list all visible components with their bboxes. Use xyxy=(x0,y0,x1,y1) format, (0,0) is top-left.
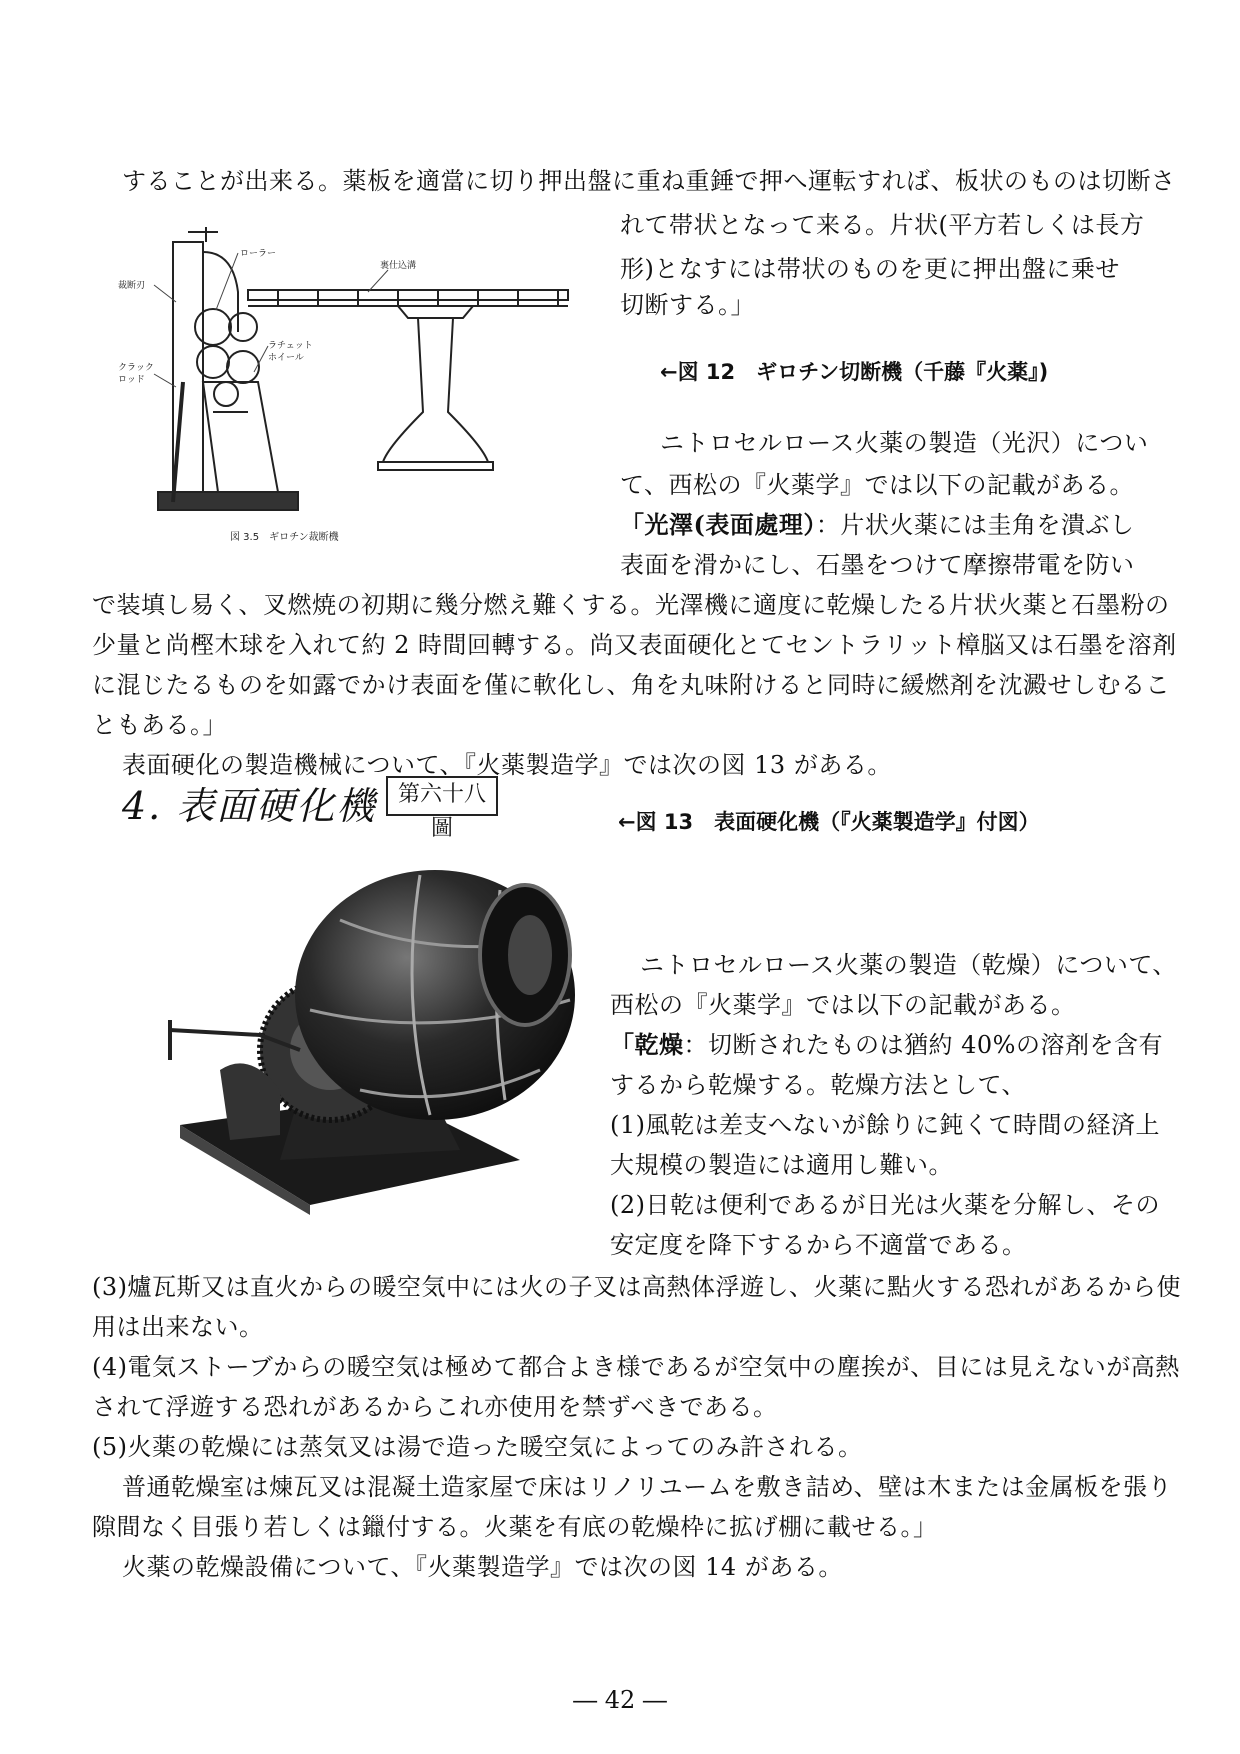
text-line: ニトロセルロース火薬の製造（光沢）につい xyxy=(660,429,1149,457)
figure-stamp: 第六十八圖 xyxy=(386,776,498,816)
text-line: で装填し易く、叉燃焼の初期に幾分燃え難くする。光澤機に適度に乾燥したる片状火薬と石墨粉の xyxy=(92,591,1170,619)
text-line xyxy=(610,1030,1163,1060)
text-line: て、西松の『火薬学』では以下の記載がある。 xyxy=(620,471,1135,499)
figure-image-caption: 図 3.5 ギロチン裁断機 xyxy=(230,532,339,543)
text-line: するから乾燥する。乾燥方法として、 xyxy=(610,1071,1027,1099)
text-line: 普通乾燥室は煉瓦叉は混凝土造家屋で床はリノリユームを敷き詰め、壁は木または金属板を張り xyxy=(122,1473,1173,1501)
text-line: ともある。」 xyxy=(92,711,227,739)
text-line: 少量と尚樫木球を入れて約 2 時間回轉する。尚又表面硬化とてセントラリット樟脳又は石墨を溶剤 xyxy=(92,631,1177,659)
bold-term: 「乾燥 xyxy=(610,1030,684,1059)
text-line: 西松の『火薬学』では以下の記載がある。 xyxy=(610,991,1076,1019)
text-line: 形)となすには帯状のものを更に押出盤に乗せ xyxy=(620,255,1120,283)
figure-12-caption: ←図 12 ギロチン切断機（千藤『火薬』) xyxy=(660,360,1049,384)
label-ratchet-1: ラチェット xyxy=(268,341,313,351)
label-crank-1: クラック xyxy=(118,363,154,373)
label-crank-2: ロッド xyxy=(118,375,145,385)
surface-hardening-machine-drawing xyxy=(160,860,590,1220)
text-span: ：片状火薬には圭角を潰ぶし xyxy=(815,511,1135,539)
text-line: に混じたるものを如露でかけ表面を僅に軟化し、角を丸味附けると同時に緩燃剤を沈澱せしむるこ xyxy=(92,671,1170,699)
guillotine-cutter-drawing xyxy=(118,222,578,552)
text-line: 火薬の乾燥設備について、『火薬製造学』では次の図 14 がある。 xyxy=(122,1553,843,1581)
section-title: 4. 表面硬化機 xyxy=(122,784,377,828)
figure-surface-hardening-machine xyxy=(160,860,590,1220)
text-line: 隙間なく目張り若しくは鑞付する。火薬を有底の乾燥枠に拡げ棚に載せる。」 xyxy=(92,1513,938,1541)
text-line: ニトロセルロース火薬の製造（乾燥）について、 xyxy=(640,951,1177,979)
label-roller: ローラー xyxy=(240,249,277,259)
text-line: (5)火薬の乾燥には蒸気叉は湯で造った暖空気によってのみ許される。 xyxy=(92,1433,863,1461)
label-blade: 裁断刃 xyxy=(118,281,146,291)
text-line: されて浮遊する恐れがあるからこれ亦使用を禁ずべきである。 xyxy=(92,1393,778,1421)
label-ratchet-2: ホイール xyxy=(268,353,304,363)
figure-guillotine-cutter xyxy=(118,222,578,552)
label-feed: 裏仕込溝 xyxy=(380,261,417,271)
text-line: (4)電気ストーブからの暖空気は極めて都合よき様であるが空気中の塵挨が、目には見えないが高熱 xyxy=(92,1353,1180,1381)
text-line: 切断する。」 xyxy=(620,291,755,319)
text-line: することが出来る。薬板を適當に切り押出盤に重ね重錘で押へ運転すれば、板状のものは切断さ xyxy=(122,167,1176,195)
text-line: (3)爐瓦斯又は直火からの暖空気中には火の子叉は高熱体浮遊し、火薬に點火する恐れがあるから使 xyxy=(92,1273,1181,1301)
text-line: 表面硬化の製造機械について、『火薬製造学』では次の図 13 がある。 xyxy=(122,751,892,779)
text-line: 大規模の製造には適用し難い。 xyxy=(610,1151,953,1179)
text-line xyxy=(620,510,1134,540)
bold-term: 「光澤(表面處理） xyxy=(620,510,816,539)
text-line: れて帯状となって来る。片状(平方若しくは長方 xyxy=(620,211,1145,239)
text-line: (1)風乾は差支へないが餘りに鈍くて時間の経済上 xyxy=(610,1111,1160,1139)
text-span: ：切断されたものは猶約 40%の溶剤を含有 xyxy=(683,1031,1163,1059)
figure-13-caption: ←図 13 表面硬化機（『火薬製造学』付図） xyxy=(618,810,1040,834)
text-line: 用は出来ない。 xyxy=(92,1313,264,1341)
text-line: 安定度を降下するから不適當である。 xyxy=(610,1231,1027,1259)
text-line: (2)日乾は便利であるが日光は火薬を分解し、その xyxy=(610,1191,1160,1219)
text-line: 表面を滑かにし、石墨をつけて摩擦帯電を防い xyxy=(620,551,1135,579)
page-number: ― 42 ― xyxy=(573,1686,667,1714)
